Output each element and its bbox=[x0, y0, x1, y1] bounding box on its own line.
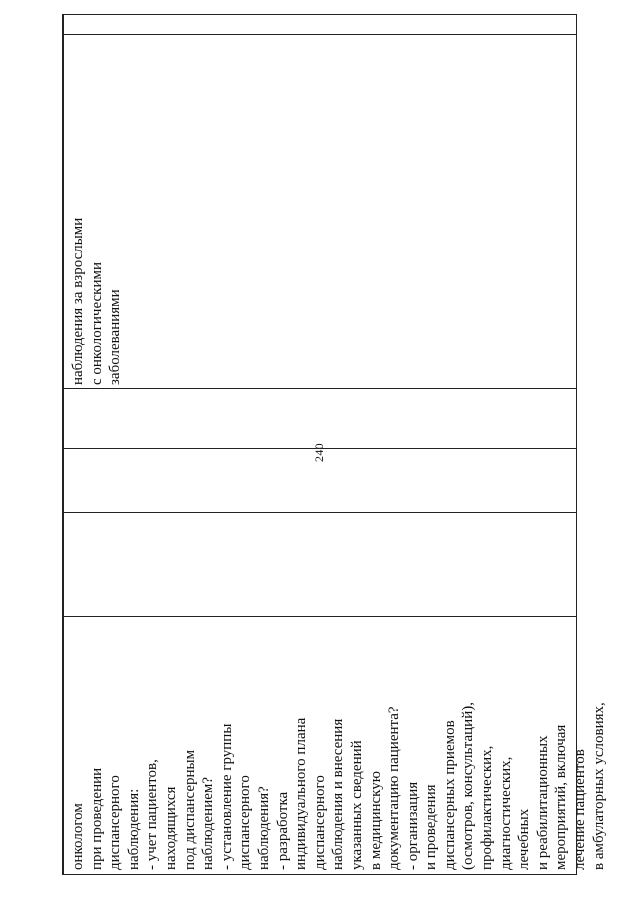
criteria-line: находящихся bbox=[162, 786, 179, 870]
criteria-line: наблюдения: bbox=[125, 788, 142, 870]
criteria-line: - установление группы bbox=[218, 723, 235, 870]
table-column-divider bbox=[63, 512, 576, 513]
criteria-line: - учет пациентов, bbox=[144, 759, 161, 870]
criteria-line: под диспансерным bbox=[181, 749, 198, 870]
criteria-line: - организация bbox=[404, 781, 421, 870]
criteria-line: (осмотров, консультаций), bbox=[460, 702, 477, 870]
criteria-line: и проведения bbox=[423, 784, 440, 870]
criteria-line: и реабилитационных bbox=[534, 735, 551, 870]
criteria-line: диспансерного bbox=[311, 775, 328, 870]
criteria-line: диспансерных приемов bbox=[441, 720, 458, 870]
table-column-divider bbox=[63, 34, 576, 35]
criteria-line: в медицинскую bbox=[367, 771, 384, 870]
criteria-line: онкологом bbox=[70, 803, 86, 870]
criteria-line: наблюдения и внесения bbox=[330, 718, 347, 870]
criteria-line: наблюдением? bbox=[200, 776, 217, 870]
criteria-line: диспансерного bbox=[107, 775, 124, 870]
criteria-line: указанных сведений bbox=[348, 740, 365, 870]
criteria-cell bbox=[69, 642, 608, 870]
page-number: 240 bbox=[311, 443, 326, 462]
document-line: с онкологическими bbox=[88, 262, 105, 385]
criteria-line: документацию пациента? bbox=[386, 706, 403, 870]
table-column-divider bbox=[63, 616, 576, 617]
criteria-line: лечебных bbox=[516, 808, 533, 870]
table-row-divider bbox=[63, 15, 64, 874]
table-column-divider bbox=[63, 448, 576, 449]
criteria-line: мероприятий, включая bbox=[553, 724, 570, 870]
document-line: наблюдения за взрослыми bbox=[70, 217, 86, 385]
document-line: заболеваниями bbox=[107, 289, 124, 385]
criteria-line: - разработка bbox=[274, 791, 291, 870]
criteria-line: лечение пациентов bbox=[572, 749, 589, 870]
criteria-line: наблюдения? bbox=[255, 786, 272, 870]
criteria-table bbox=[62, 14, 607, 875]
criteria-line: в амбулаторных условиях, bbox=[590, 702, 607, 870]
criteria-line: диспансерного bbox=[237, 775, 254, 870]
document-cell bbox=[69, 155, 125, 385]
criteria-line: при проведении bbox=[88, 767, 105, 870]
criteria-line: индивидуального плана bbox=[293, 717, 310, 870]
criteria-line: диагностических, bbox=[497, 756, 514, 870]
criteria-line: профилактических, bbox=[479, 745, 496, 870]
table-column-divider bbox=[63, 388, 576, 389]
